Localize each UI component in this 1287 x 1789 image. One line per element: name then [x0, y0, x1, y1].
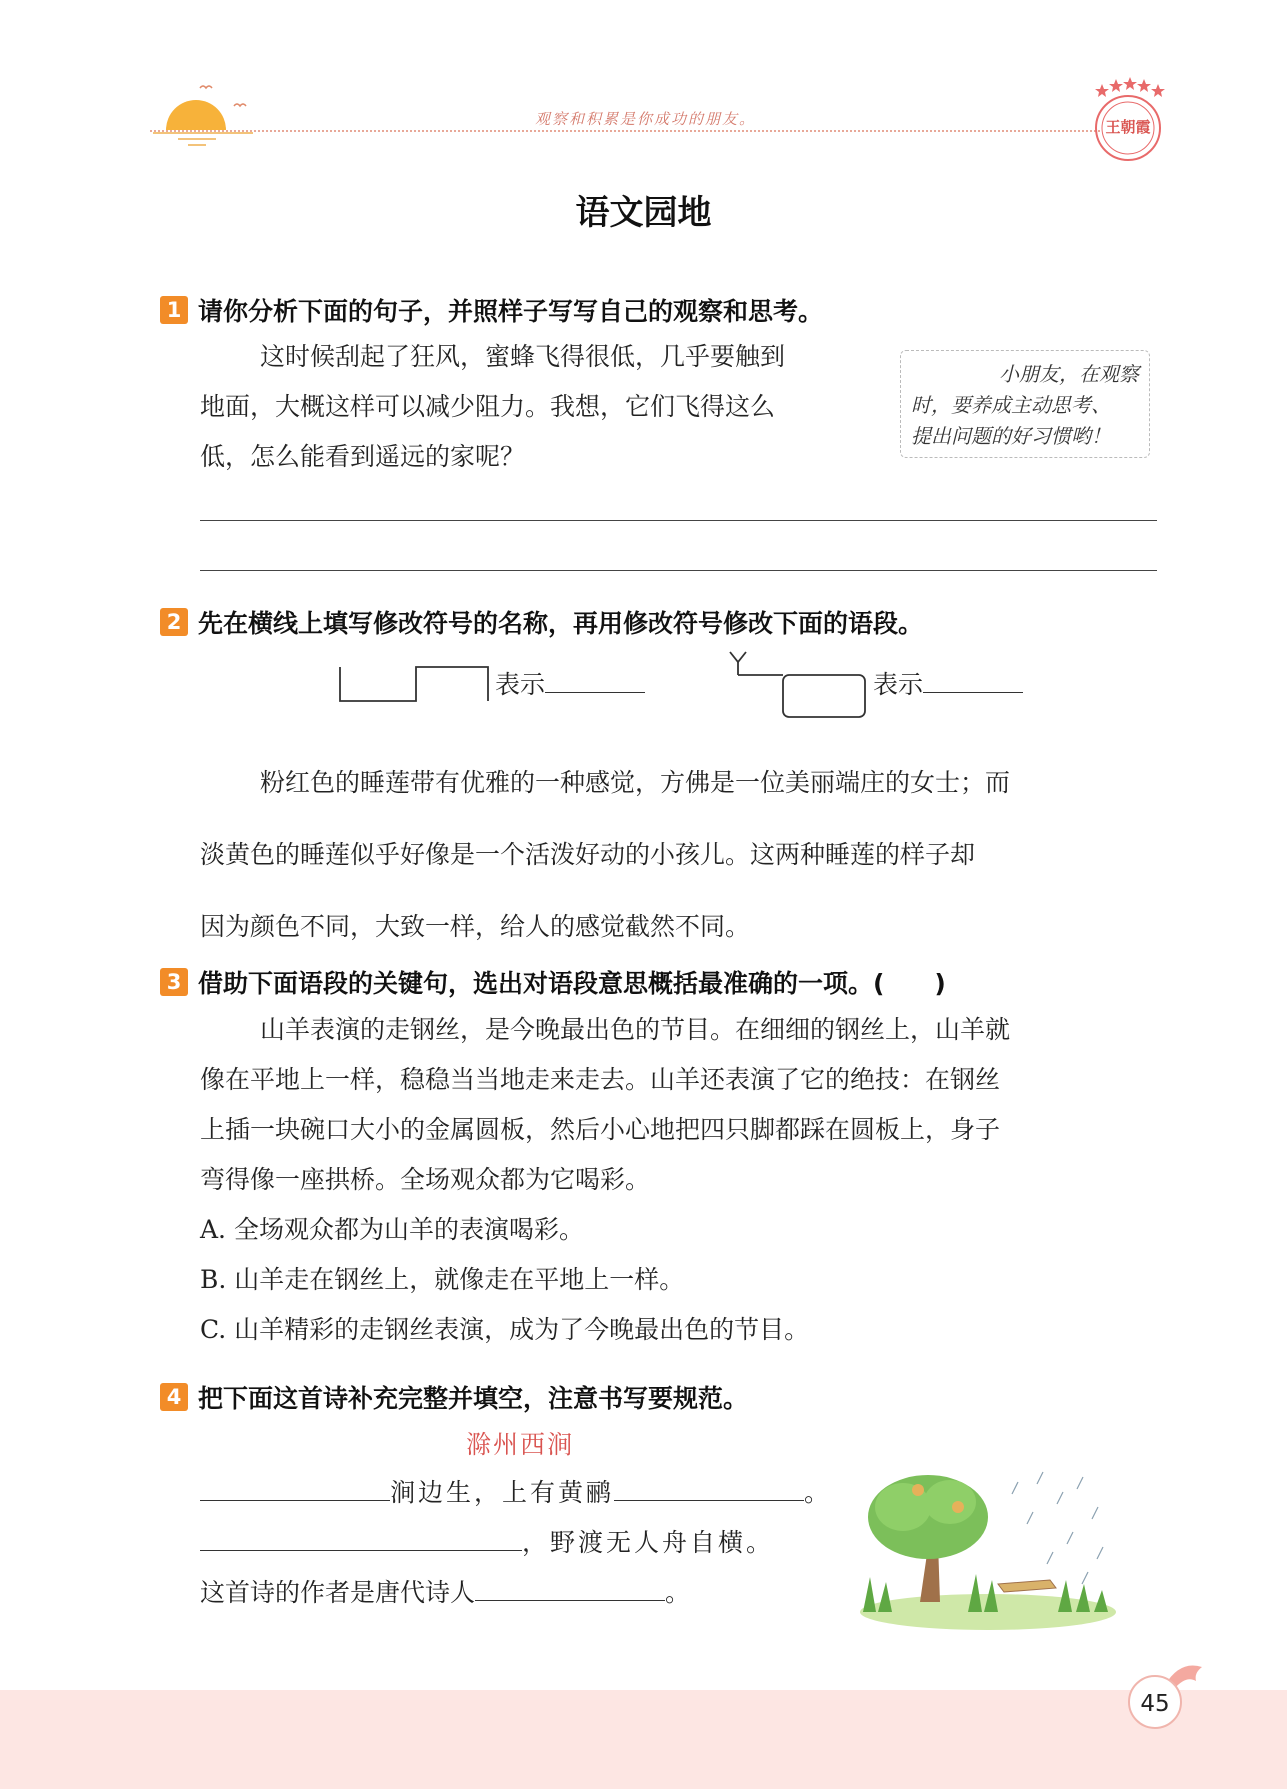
poem-text: 。 — [665, 1578, 691, 1607]
page-title: 语文园地 — [575, 193, 712, 233]
passage-line: 像在平地上一样，稳稳当当地走来走去。山羊还表演了它的绝技：在钢丝 — [200, 1065, 1001, 1094]
passage-line: 地面，大概这样可以减少阻力。我想，它们飞得这么 — [200, 392, 776, 421]
symbol-2-blank[interactable] — [923, 692, 1023, 693]
poem-text: ，野渡无人舟自横。 — [522, 1528, 775, 1557]
sunset-logo-icon — [148, 78, 258, 148]
option-c[interactable]: C. 山羊精彩的走钢丝表演，成为了今晚最出色的节目。 — [200, 1315, 810, 1344]
question-3-header — [160, 964, 946, 1000]
poem-blank[interactable] — [614, 1500, 804, 1501]
passage-line: 因为颜色不同，大致一样，给人的感觉截然不同。 — [200, 912, 751, 941]
passage-line: 山羊表演的走钢丝，是今晚最出色的节目。在细细的钢丝上，山羊就 — [260, 1015, 1011, 1044]
seal-text: 王朝霞 — [1105, 118, 1151, 136]
author-prompt: 这首诗的作者是唐代诗人 — [200, 1578, 476, 1607]
poem-blank[interactable] — [200, 1550, 522, 1551]
poem-line-2 — [200, 1518, 774, 1568]
tip-box — [900, 350, 1150, 458]
question-2-passage — [200, 747, 1010, 963]
symbol-2-answer — [873, 660, 1023, 710]
poem-line-1 — [200, 1468, 829, 1518]
footer-band — [0, 1690, 1287, 1789]
question-number-badge: 3 — [160, 968, 188, 996]
question-1-header — [160, 292, 823, 328]
question-2-prompt: 先在横线上填写修改符号的名称，再用修改符号修改下面的语段。 — [198, 609, 924, 638]
poem-blank[interactable] — [200, 1500, 390, 1501]
poem-text: 涧边生，上有黄鹂 — [390, 1478, 615, 1507]
question-1-prompt: 请你分析下面的句子，并照样子写写自己的观察和思考。 — [198, 297, 824, 326]
poem-illustration-icon — [858, 1462, 1120, 1632]
symbol-1-blank[interactable] — [545, 692, 645, 693]
answer-line[interactable] — [200, 570, 1157, 571]
passage-line: 低，怎么能看到遥远的家呢？ — [200, 442, 526, 471]
answer-line[interactable] — [200, 520, 1157, 521]
symbol-1-answer — [495, 660, 645, 710]
header — [0, 0, 1287, 160]
passage-line: 弯得像一座拱桥。全场观众都为它喝彩。 — [200, 1165, 651, 1194]
insert-mark-symbol-icon — [728, 650, 868, 722]
question-2-header — [160, 604, 923, 640]
passage-line: 这时候刮起了狂风，蜜蜂飞得很低，几乎要触到 — [260, 342, 786, 371]
tip-line: 小朋友，在观察 — [999, 362, 1139, 386]
tip-line: 时，要养成主动思考、 — [911, 393, 1111, 417]
question-number-badge: 2 — [160, 608, 188, 636]
question-number-badge: 4 — [160, 1383, 188, 1411]
option-b[interactable]: B. 山羊走在钢丝上，就像走在平地上一样。 — [200, 1265, 685, 1294]
passage-line: 淡黄色的睡莲似乎好像是一个活泼好动的小孩儿。这两种睡莲的样子却 — [200, 840, 976, 869]
question-4-prompt: 把下面这首诗补充完整并填空，注意书写要规范。 — [198, 1384, 749, 1413]
question-3-passage — [200, 1005, 1010, 1355]
option-a[interactable]: A. 全场观众都为山羊的表演喝彩。 — [200, 1215, 584, 1244]
author-blank[interactable] — [475, 1600, 665, 1601]
symbol-1-label: 表示 — [495, 670, 546, 699]
poem-line-3 — [200, 1568, 690, 1618]
question-4-header — [160, 1379, 748, 1415]
symbol-2-label: 表示 — [873, 670, 924, 699]
header-dotted-line — [150, 130, 1100, 132]
poem-title: 滁州西涧 — [466, 1430, 575, 1459]
poem-text: 。 — [804, 1478, 830, 1507]
question-1-passage — [200, 332, 785, 482]
question-number-badge: 1 — [160, 296, 188, 324]
tip-line: 提出问题的好习惯哟！ — [911, 424, 1111, 448]
header-motto: 观察和积累是你成功的朋友。 — [535, 110, 757, 128]
question-3-prompt: 借助下面语段的关键句，选出对语段意思概括最准确的一项。( ) — [198, 969, 946, 998]
passage-line: 上插一块碗口大小的金属圆板，然后小心地把四只脚都踩在圆板上，身子 — [200, 1115, 1001, 1144]
passage-line: 粉红色的睡莲带有优雅的一种感觉，方佛是一位美丽端庄的女士；而 — [260, 768, 1011, 797]
page-number: 45 — [1128, 1675, 1182, 1729]
swap-mark-symbol-icon — [338, 665, 490, 705]
